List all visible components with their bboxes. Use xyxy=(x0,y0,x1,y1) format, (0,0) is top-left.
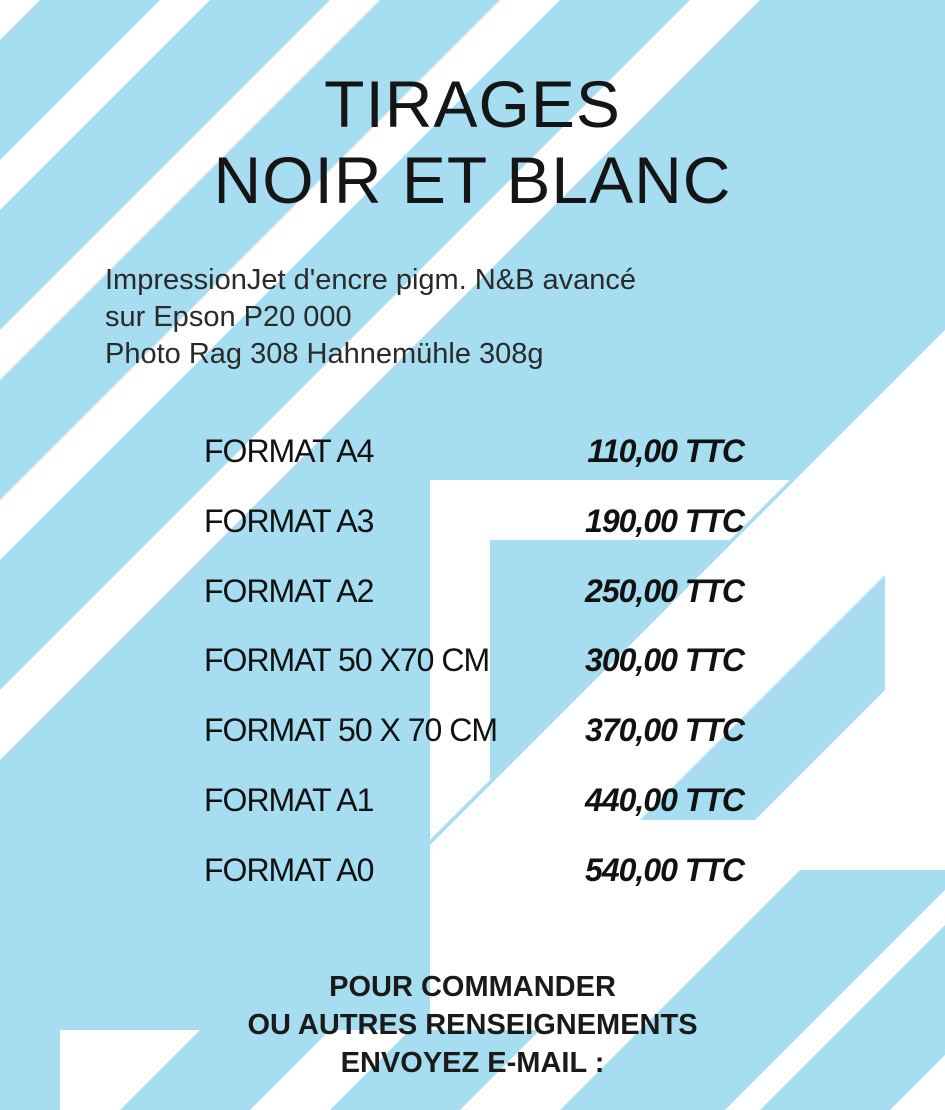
price-row xyxy=(204,849,744,919)
format-price: 250,00 TTC xyxy=(585,572,744,609)
description-line-3: Photo Rag 308 Hahnemühle 308g xyxy=(105,338,544,370)
order-instructions xyxy=(0,968,945,1082)
price-row xyxy=(204,430,744,500)
format-label: FORMAT A4 xyxy=(204,433,374,469)
format-price: 370,00 TTC xyxy=(585,712,744,749)
footer-line-3: ENVOYEZ E-MAIL : xyxy=(340,1047,605,1079)
footer-line-1: POUR COMMANDER xyxy=(329,971,616,1003)
print-description xyxy=(105,262,636,373)
description-line-2: sur Epson P20 000 xyxy=(105,301,352,333)
format-label: FORMAT A0 xyxy=(204,851,374,888)
format-price: 110,00 TTC xyxy=(587,433,744,469)
format-price: 190,00 TTC xyxy=(585,502,744,539)
price-row xyxy=(204,639,744,709)
format-price: 540,00 TTC xyxy=(585,851,744,888)
price-row xyxy=(204,779,744,849)
footer-line-2: OU AUTRES RENSEIGNEMENTS xyxy=(247,1009,698,1041)
format-price: 300,00 TTC xyxy=(585,642,744,679)
title-line-2: NOIR ET BLANC xyxy=(213,143,732,217)
format-label: FORMAT A3 xyxy=(204,502,374,539)
price-row xyxy=(204,570,744,640)
title-line-1: TIRAGES xyxy=(324,67,621,141)
format-label: FORMAT 50 X70 CM xyxy=(204,642,490,679)
format-label: FORMAT A1 xyxy=(204,781,374,818)
price-row xyxy=(204,709,744,779)
format-price: 440,00 TTC xyxy=(585,781,744,818)
price-list xyxy=(204,430,744,919)
format-label: FORMAT 50 X 70 CM xyxy=(204,712,497,749)
description-line-1: ImpressionJet d'encre pigm. N&B avancé xyxy=(105,264,637,296)
format-label: FORMAT A2 xyxy=(204,572,374,609)
price-row xyxy=(204,500,744,570)
page-title xyxy=(0,66,945,218)
